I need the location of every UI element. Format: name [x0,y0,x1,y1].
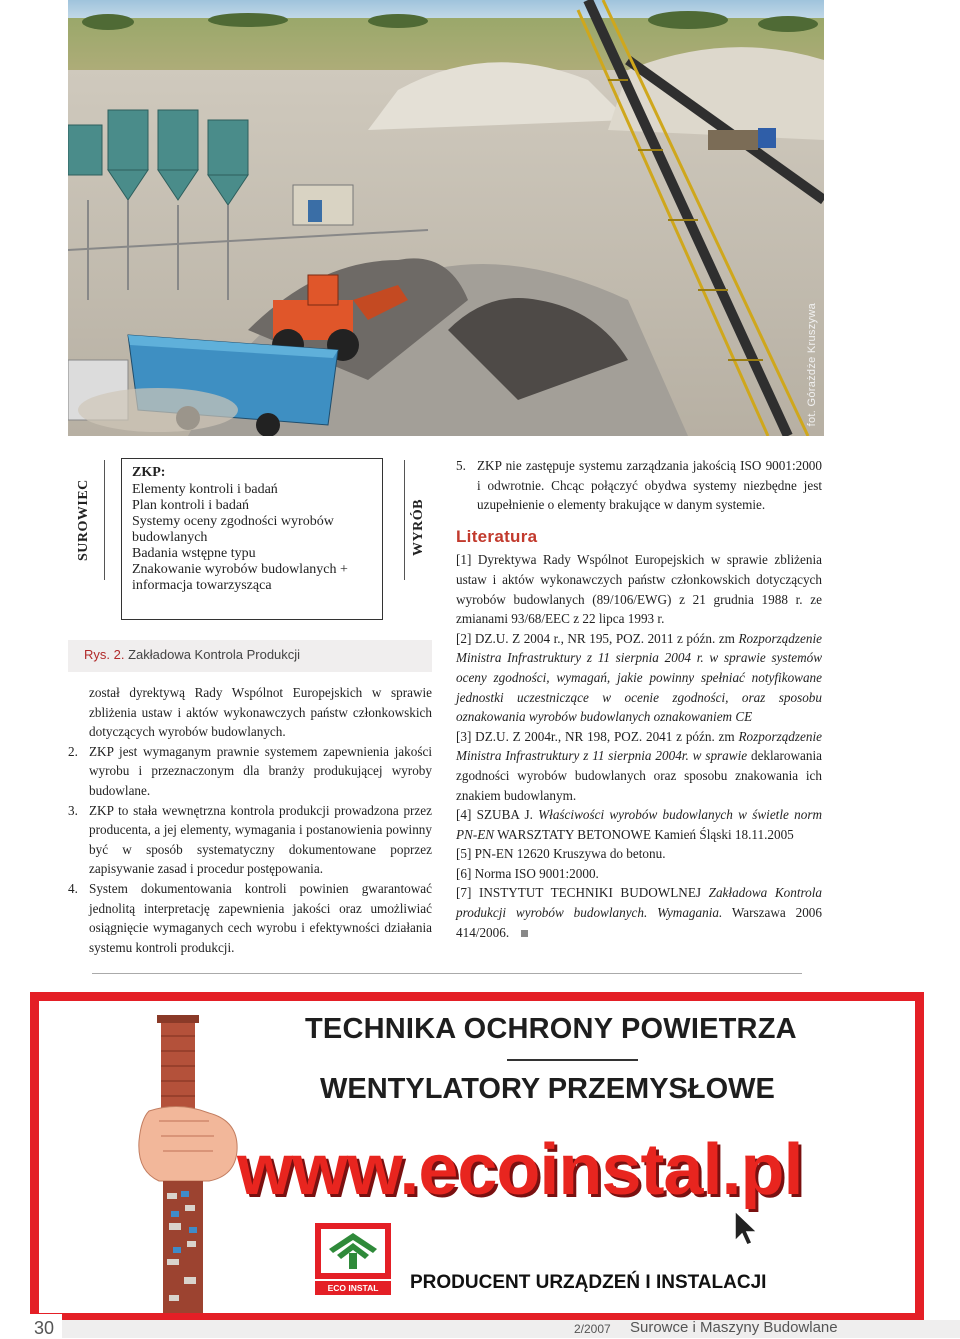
wyrob-label: WYRÓB [411,499,426,557]
literature-heading: Literatura [456,526,538,546]
end-of-article-mark [521,930,528,937]
zkp-box-item: Plan kontroli i badań [132,498,250,513]
eco-instal-logo [315,1223,391,1295]
list-item-text: ZKP nie zastępuje systemu zarządzania jakością ISO 9001:2000 i odwrotnie. Chcąc połączyć obydwa systemy niezbędne jest uzupełnienie o elementy brakujące w danym systemie. [477,458,822,513]
zkp-box-item: Systemy oceny zgodności wyrobów [132,514,334,529]
ad-website-link[interactable]: www.ecoinstal.pl [237,1130,803,1210]
reference-2 [456,629,822,727]
reference-4-author: [4] SZUBA J. [456,807,539,823]
list-item-number: 5. [456,458,466,473]
reference-1: [1] Dyrektywa Rady Wspólnot Europejskich w sprawie zbliżenia ustaw i aktów wykonawczych państw członkowskich dotyczących wyrobów budowlanych (89/106/EWG) z 21 grudnia 1988 r. ze zmianami 93/68/EEC z 22 lipca 1993 r. [456,552,822,627]
diagram-divider-right [404,460,405,580]
reference-3-source: [3] DZ.U. Z 2004r., NR 198, POZ. 2041 z późn. zm [456,728,739,744]
zkp-box [121,458,383,620]
reference-2-source: [2] DZ.U. Z 2004 r., NR 195, POZ. 2011 z późn. zm [456,630,739,646]
reference-3-title: Rozporządzenie Ministra Infrastruktury z 11 sierpnia 2004r. w sprawie [456,728,822,764]
list-item-text: ZKP jest wymaganym prawnie systemem zapewnienia jakości wyrobu i przeznaczonym dla branży produkującej wyroby budowlane. [89,743,432,798]
list-item [456,456,822,515]
diagram-divider-left [104,460,105,580]
left-text-column [68,683,432,957]
reference-4-rest: WARSZTATY BETONOWE Kamień Śląski 18.11.2005 [494,826,794,842]
zkp-box-item: Badania wstępne typu [132,546,256,561]
reference-6: [6] Norma ISO 9001:2000. [456,865,599,881]
reference-7-title: Zakładowa Kontrola produkcji wyrobów budowlanych. Wymagania. [456,885,822,921]
ad-headline-rule [507,1059,638,1061]
list-item-text: System dokumentowania kontroli powinien gwarantować jednolitą interpretację zapewnienia jakości oraz umożliwiać osiągnięcie wymaganych cech wyrobu i efektywności działania systemu kontroli produkcji. [89,880,432,955]
eco-instal-logo-text: ECO INSTAL [327,1283,379,1293]
ad-headline: TECHNIKA OCHRONY POWIETRZA [305,1013,797,1045]
intro-paragraph: został dyrektywą Rady Wspólnot Europejskich w sprawie zbliżenia ustaw i aktów wykonawczych państw członkowskich dotyczących wyrobów budowlanych. [89,685,432,740]
photo-credit: fot. Górażdże Kruszywa [806,302,818,426]
reference-3-rest: deklarowania zgodności wyrobów budowlanych oraz sposobu znakowania ich znakiem budowlanym. [456,748,823,803]
zkp-box-item: Elementy kontroli i badań [132,482,278,497]
reference-7-author: [7] INSTYTUT TECHNIKI BUDOWLNEJ [456,885,709,901]
reference-3 [456,727,822,805]
ad-tagline: PRODUCENT URZĄDZEŃ I INSTALACJI [410,1272,767,1293]
surowiec-label: SUROWIEC [76,479,91,561]
section-divider [92,973,802,974]
issue-number: 2/2007 [574,1322,611,1336]
list-item-text: ZKP to stała wewnętrzna kontrola produkcji prowadzona przez producenta, a jej elementy, wymagania i postanowienia powinny być w sposób systematyczny dokumentowane poprzez zapisywanie zasad i procedur postępowania. [89,802,432,877]
quarry-photo [68,0,824,436]
reference-7 [456,883,822,942]
list-item-number: 3. [68,802,78,818]
figure-caption-number: Rys. 2. [84,647,125,662]
mouse-cursor-icon [733,1209,759,1247]
zkp-box-item: informacja towarzysząca [132,578,272,593]
figure-caption [84,647,300,662]
reference-4 [456,805,822,844]
list-item [68,879,432,957]
reference-2-title: Rozporządzenie Ministra Infrastruktury z 11 sierpnia 2004 r. w sprawie systemów oceny zgodności, wymagań, jakie powinny spełniać notyfikowane jednostki uczestniczące w ocenie zgodności, oraz sposobu oznakowania wyrobów budowlanych oznakowaniem CE [456,630,822,725]
journal-title: Surowce i Maszyny Budowlane [630,1319,838,1336]
list-item-number: 4. [68,880,78,896]
right-text-column [456,456,822,942]
zkp-box-item: budowlanych [132,530,208,545]
list-item [68,801,432,879]
quarry-photo-illustration [68,0,824,436]
list-item-number: 2. [68,743,78,759]
reference-7-rest: Warszawa 2006 414/2006. [456,905,822,940]
page-number: 30 [34,1318,55,1338]
reference-4-title: Właściwości wyrobów budowlanych w świetle norm PN-EN [456,807,822,842]
figure-caption-text: Zakładowa Kontrola Produkcji [124,647,301,662]
list-item [68,742,432,801]
zkp-box-title: ZKP: [132,465,166,480]
reference-5: [5] PN-EN 12620 Kruszywa do betonu. [456,846,666,862]
zkp-box-item: Znakowanie wyrobów budowlanych + [132,562,348,577]
advertisement[interactable] [30,992,924,1322]
ad-subheadline: WENTYLATORY PRZEMYSŁOWE [320,1073,775,1105]
